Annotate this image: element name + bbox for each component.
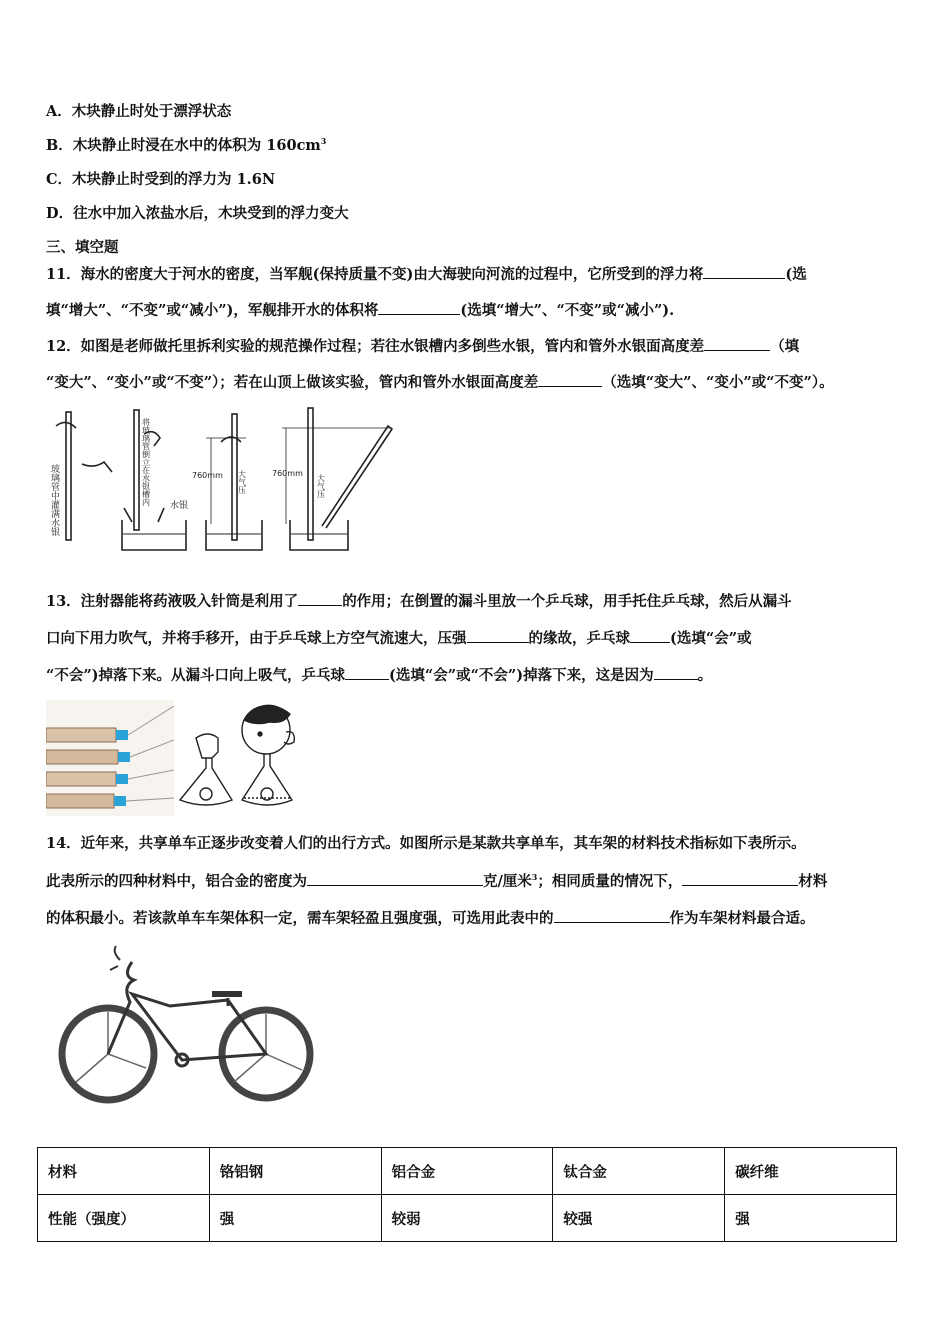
- answer-blank[interactable]: [307, 871, 483, 886]
- q12-line2: “变大”、“变小”或“不变”）；若在山顶上做该实验，管内和管外水银面高度差 （选填“变大”、“变小”或“不变”）。: [46, 374, 834, 391]
- table-cell: 铬铝钢: [209, 1148, 381, 1195]
- funnel-pingpong-image: [176, 698, 316, 816]
- option-a: A．木块静止时处于漂浮状态: [46, 103, 232, 120]
- table-cell: 性能（强度）: [38, 1195, 210, 1242]
- pingpong-ball-right: [261, 788, 273, 800]
- q12-line1: 12．如图是老师做托里拆利实验的规范操作过程；若往水银槽内多倒些水银，管内和管外水银面高度差 （填: [46, 338, 800, 355]
- q11-line1: 11．海水的密度大于河水的密度，当军舰(保持质量不变)由大海驶向河流的过程中，它所受到的浮力将 (选: [46, 266, 807, 283]
- table-header-row: [38, 1148, 897, 1195]
- answer-blank[interactable]: [704, 336, 770, 351]
- table-row: [38, 1195, 897, 1242]
- table-cell: 钛合金: [553, 1148, 725, 1195]
- height-label-1: 760mm: [192, 471, 223, 480]
- q13-line3: “不会”)掉落下来。从漏斗口向上吸气，乒乓球 (选填“会”或“不会”)掉落下来，这是因为 。: [46, 667, 713, 684]
- q13-line1: 13．注射器能将药液吸入针筒是利用了 的作用；在倒置的漏斗里放一个乒乓球，用手托住乒乓球，然后从漏斗: [46, 593, 792, 610]
- mercury-dish-3: [290, 520, 348, 550]
- hand-icon: [196, 734, 218, 758]
- glass-tube-3: [232, 414, 237, 540]
- answer-blank[interactable]: [682, 871, 798, 886]
- torricelli-figure: [46, 404, 416, 556]
- material-table: [37, 1147, 897, 1242]
- glass-tube-2: [134, 410, 139, 530]
- table-cell: 铝合金: [381, 1148, 553, 1195]
- answer-blank[interactable]: [630, 628, 670, 643]
- table-cell: 强: [725, 1195, 897, 1242]
- section-title: 三、填空题: [46, 239, 119, 256]
- hand-1: [56, 422, 112, 472]
- answer-blank[interactable]: [538, 372, 602, 387]
- q14-line3: 的体积最小。若该款单车车架体积一定，需车架轻盈且强度强，可选用此表中的 作为车架材料最合适。: [46, 910, 815, 927]
- table-cell: 较弱: [381, 1195, 553, 1242]
- glass-tube-1: [66, 412, 71, 540]
- answer-blank[interactable]: [554, 908, 670, 923]
- answer-blank[interactable]: [703, 264, 785, 279]
- height-label-2: 760mm: [272, 469, 303, 478]
- tilted-tube: [322, 426, 392, 528]
- pingpong-ball-left: [200, 788, 212, 800]
- q11-line2: 填“增大”、“不变”或“减小”)，军舰排开水的体积将 (选填“增大”、“不变”或“减小”).: [46, 302, 675, 319]
- mercury-label: 水银: [170, 501, 189, 511]
- q13-line2: 口向下用力吹气，并将手移开，由于乒乓球上方空气流速大，压强 的缘故，乒乓球 (选填“会”或: [46, 630, 752, 647]
- table-cell: 碳纤维: [725, 1148, 897, 1195]
- answer-blank[interactable]: [345, 665, 389, 680]
- funnel-left: [180, 758, 232, 805]
- mercury-dish-2: [206, 520, 262, 550]
- q14-line2: 此表所示的四种材料中，铝合金的密度为 克/厘米$^3$；相同质量的情况下， 材料: [46, 872, 828, 890]
- person-hair: [244, 705, 290, 723]
- q14-line1: 14．近年来，共享单车正逐步改变着人们的出行方式。如图所示是某款共享单车，其车架的材料技术指标如下表所示。: [46, 835, 806, 852]
- pressure-label-2: 大气压: [316, 474, 326, 498]
- caption-invert-tube: 将玻璃管倒立在水银槽内: [141, 418, 151, 506]
- table-cell: 强: [209, 1195, 381, 1242]
- syringes-image: [46, 700, 174, 816]
- answer-blank[interactable]: [378, 300, 460, 315]
- option-d: D．往水中加入浓盐水后，木块受到的浮力变大: [46, 205, 349, 222]
- option-b: B．木块静止时浸在水中的体积为 $160cm^3$: [46, 136, 327, 154]
- answer-blank[interactable]: [298, 591, 342, 606]
- table-cell: 较强: [553, 1195, 725, 1242]
- shared-bike-image: [52, 936, 314, 1114]
- table-cell: 材料: [38, 1148, 210, 1195]
- answer-blank[interactable]: [467, 628, 529, 643]
- caption-fill-tube: 玻璃管中灌满水银: [49, 464, 59, 536]
- pressure-label-1: 大气压: [237, 470, 247, 494]
- answer-blank[interactable]: [654, 665, 698, 680]
- mercury-dish-1: [122, 520, 186, 550]
- option-c: C．木块静止时受到的浮力为 1.6N: [46, 171, 276, 188]
